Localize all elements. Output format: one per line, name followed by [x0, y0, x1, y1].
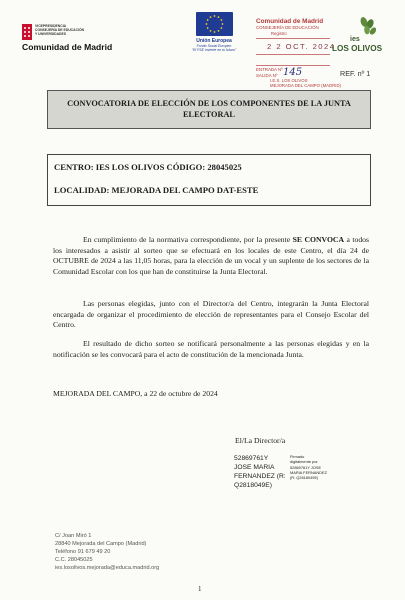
madrid-flag-icon — [22, 24, 32, 40]
document-title-box — [47, 90, 371, 129]
ministry-label: VICEPRESIDENCIA CONSEJERÍA DE EDUCACIÓN Y UNIVERSIDADES — [35, 24, 85, 37]
footer-address: C/ Joan Miró 1 28840 Mejorada del Campo (Madrid) Teléfono 91 679 49 20 C.C. 28045025 ies.losolivos.mejorada@educa.madrid.org — [55, 533, 160, 571]
ies-los-olivos-logo: ies LOS OLIVOS — [332, 14, 384, 60]
centro-line: CENTRO: IES LOS OLIVOS CÓDIGO: 28045025 — [54, 162, 242, 172]
reference-number: REF. nº 1 — [340, 69, 371, 78]
digital-signature-name: 52869761Y JOSE MARIA FERNANDEZ (R: Q2818049E) — [234, 455, 286, 489]
paragraph-junta: Las personas elegidas, junto con el Director/a del Centro, integrarán la Junta Electoral encargada de organizar el procedimiento de elección de representantes para el Consejo Escolar del Centro. — [53, 299, 369, 330]
centro-info-box — [47, 154, 371, 206]
stamp-number: 145 — [283, 67, 303, 78]
localidad-line: LOCALIDAD: MEJORADA DEL CAMPO DAT-ESTE — [54, 185, 259, 195]
eu-flag-icon — [196, 12, 233, 36]
stamp-date: 2 2 OCT. 2024 — [267, 42, 336, 51]
place-date: MEJORADA DEL CAMPO, a 22 de octubre de 2024 — [53, 389, 218, 398]
eu-label: Unión Europea Fondo Social Europeo "El FSE invierte en tu futuro" — [191, 38, 237, 53]
olive-leaves-icon — [332, 14, 384, 38]
digital-signature-detail: Firmado digitalmente por 52869761Y JOSE MARIA FERNANDEZ (R: Q2818049E) — [290, 454, 327, 481]
document-title: CONVOCATORIA DE ELECCIÓN DE LOS COMPONENTES DE LA JUNTA ELECTORAL — [67, 99, 351, 119]
paragraph-convocatoria: En cumplimiento de la normativa correspondiente, por la presente SE CONVOCA a todos los interesados a asistir al sorteo que se efectuará en los locales de este Centro, el día 24 de OCTUBRE de 2024 a las 11,05 horas, para la elección de un vocal y un suplente de los sectores de la Comunidad Escolar con los que han de constituirse la Junta Electoral. — [53, 235, 370, 276]
page-number: 1 — [198, 585, 202, 593]
paragraph-notificacion: El resultado de dicho sorteo se notificará personalmente a las personas elegidas y en la notificación se les convocará para el acto de constitución de la mencionada Junta. — [53, 339, 369, 359]
comunidad-madrid-name: Comunidad de Madrid — [22, 42, 113, 52]
director-role: El/La Director/a — [235, 436, 286, 445]
registry-stamp: Comunidad de Madrid CONSEJERÍA DE EDUCACIÓN Registro 2 2 OCT. 2024 ENTRADA Nº SALIDA Nº 145 I.E.S. LOS OLIVOS MEJORADA DEL CAMPO (MADRID) — [256, 18, 341, 88]
